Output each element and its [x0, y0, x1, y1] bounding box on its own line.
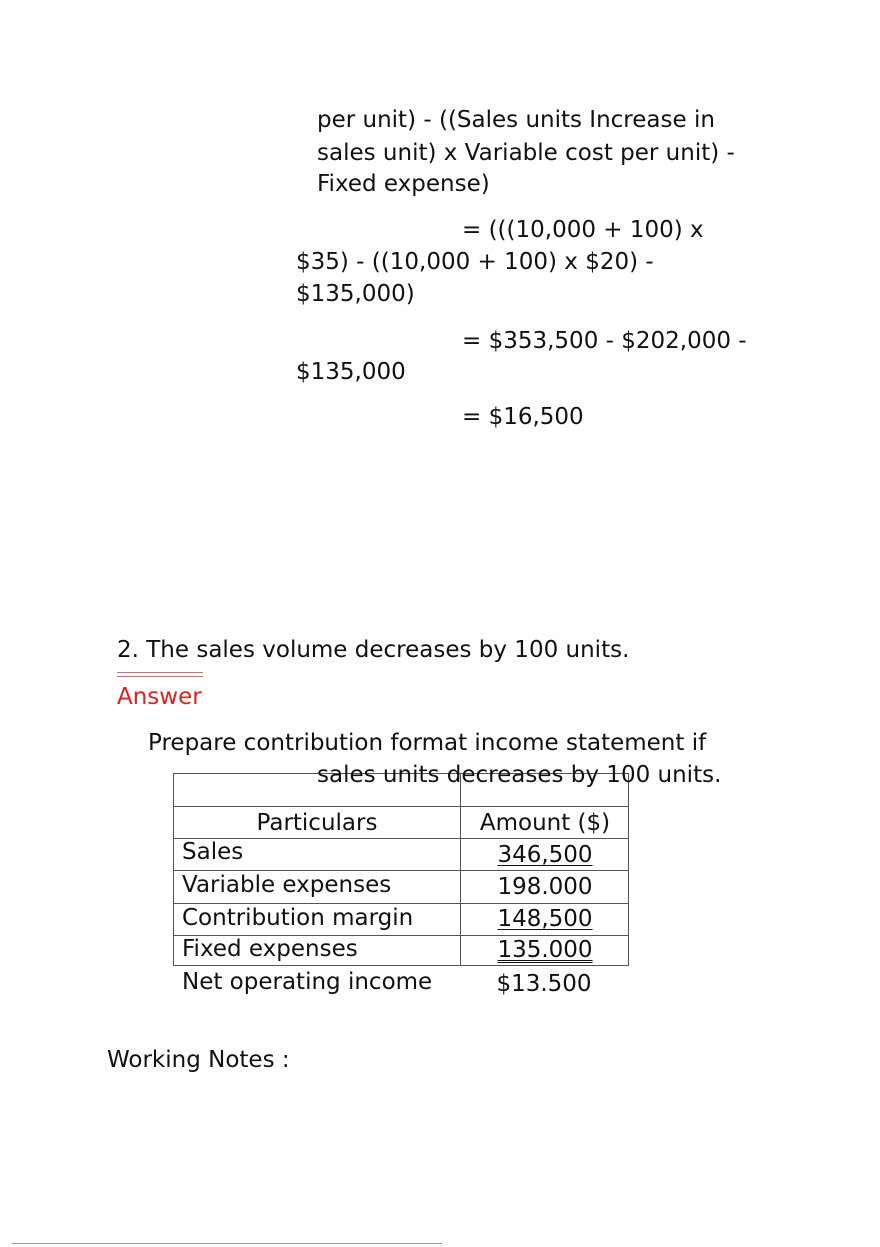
row-label-fixed: Fixed expenses [182, 936, 358, 962]
row-value-variable: 198.000 [497, 874, 593, 900]
income-statement-table [173, 773, 629, 966]
row-value-net-income: $13.500 [496, 971, 592, 997]
formula-line-2: sales unit) x Variable cost per unit) - [317, 140, 735, 166]
formula-line-1: per unit) - ((Sales units Increase in [317, 107, 715, 133]
step3-result: = $16,500 [462, 404, 584, 430]
row-label-net-income: Net operating income [182, 969, 433, 995]
footer-divider [12, 1243, 442, 1244]
row-value-sales: 346,500 [497, 842, 593, 868]
instruction-line-2: sales units decreases by 100 units. [317, 762, 722, 788]
instruction-line-1: Prepare contribution format income statement if [148, 730, 707, 756]
row-value-contribution: 148,500 [497, 906, 593, 932]
row-label-variable: Variable expenses [182, 872, 392, 898]
step1-line-1: = (((10,000 + 100) x [462, 217, 704, 243]
step1-line-3: $135,000) [296, 281, 415, 307]
working-notes-heading: Working Notes : [107, 1047, 290, 1073]
step2-line-1: = $353,500 - $202,000 - [462, 328, 747, 354]
table-row-divider [174, 806, 628, 807]
row-label-contribution: Contribution margin [182, 905, 414, 931]
row-value-fixed: 135.000 [497, 937, 593, 963]
step2-line-2: $135,000 [296, 359, 406, 385]
answer-rule [117, 672, 203, 677]
question-text: 2. The sales volume decreases by 100 units. [117, 637, 630, 663]
header-amount: Amount ($) [479, 810, 611, 836]
formula-line-3: Fixed expense) [317, 171, 490, 197]
answer-label: Answer [117, 684, 202, 710]
step1-line-2: $35) - ((10,000 + 100) x $20) - [296, 249, 654, 275]
row-label-sales: Sales [182, 839, 244, 865]
header-particulars: Particulars [256, 810, 378, 836]
